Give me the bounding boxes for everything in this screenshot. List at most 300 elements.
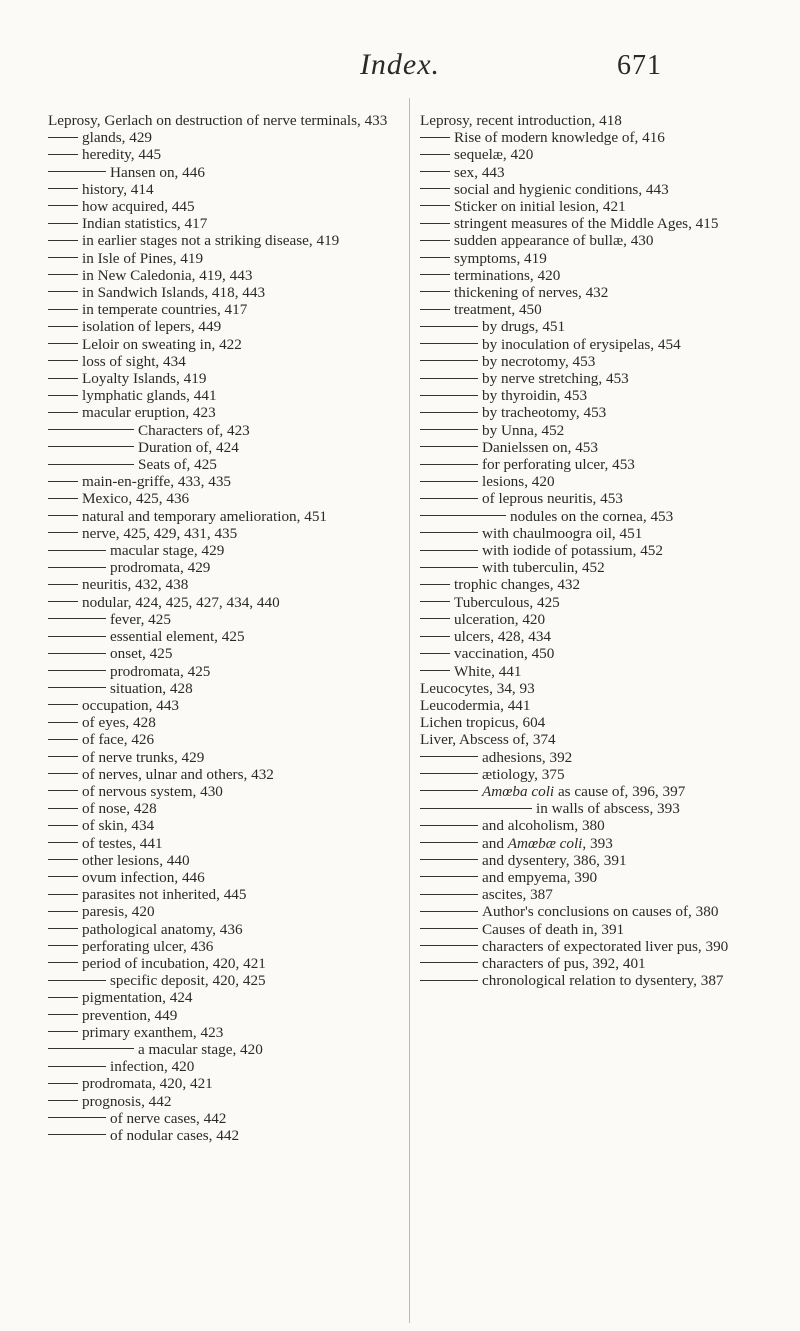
index-entry-text: neuritis, 432, 438 [82, 576, 189, 594]
sub-entry-dash [48, 773, 78, 774]
sub-entry-dash [420, 911, 478, 912]
index-entry [420, 921, 768, 938]
sub-entry-dash [48, 1031, 78, 1032]
index-entry [420, 835, 768, 852]
index-entry [48, 663, 396, 680]
index-entry-text: infection, 420 [110, 1058, 195, 1076]
index-entry-text: Rise of modern knowledge of, 416 [454, 129, 665, 147]
index-entry [420, 301, 768, 318]
index-entry-text: Tuberculous, 425 [454, 593, 560, 611]
index-entry [48, 594, 396, 611]
index-entry-italic: Amœbæ coli [507, 834, 583, 852]
index-entry-text: adhesions, 392 [482, 748, 573, 766]
index-entry [420, 439, 768, 456]
column-divider [409, 98, 410, 1323]
index-entry [420, 817, 768, 834]
sub-entry-dash [420, 928, 478, 929]
index-entry [420, 508, 768, 525]
index-entry [420, 250, 768, 267]
index-entry [48, 387, 396, 404]
index-entry [48, 370, 396, 387]
index-entry [48, 800, 396, 817]
sub-entry-dash [48, 429, 134, 430]
index-entry [48, 886, 396, 903]
index-entry-text: and alcoholism, 380 [482, 817, 605, 835]
index-entry [48, 989, 396, 1006]
index-entry [420, 387, 768, 404]
sub-entry-dash [48, 704, 78, 705]
index-entry-text: Characters of, 423 [138, 421, 250, 439]
index-entry [420, 749, 768, 766]
index-entry [420, 800, 768, 817]
index-entry [420, 852, 768, 869]
index-entry [48, 817, 396, 834]
index-entry-text: of nerve trunks, 429 [82, 748, 205, 766]
index-entry-text: glands, 429 [82, 129, 153, 147]
sub-entry-dash [48, 997, 78, 998]
sub-entry-dash [48, 859, 78, 860]
index-entry-text: nodules on the cornea, 453 [510, 507, 674, 525]
index-entry [48, 129, 396, 146]
index-entry-text: Hansen on, 446 [110, 163, 205, 181]
sub-entry-dash [420, 412, 478, 413]
sub-entry-dash [420, 274, 450, 275]
index-entry-text: in Isle of Pines, 419 [82, 249, 204, 267]
index-entry [48, 267, 396, 284]
index-entry-text: of eyes, 428 [82, 714, 156, 732]
index-entry [420, 215, 768, 232]
sub-entry-dash [420, 188, 450, 189]
sub-entry-dash [420, 550, 478, 551]
sub-entry-dash [48, 962, 78, 963]
index-entry-text: White, 441 [454, 662, 522, 680]
sub-entry-dash [48, 687, 106, 688]
index-entry-text: sudden appearance of bullæ, 430 [454, 232, 654, 250]
index-entry-text: with iodide of potassium, 452 [482, 542, 663, 560]
index-entry [48, 112, 396, 129]
sub-entry-dash [48, 498, 78, 499]
sub-entry-dash [420, 343, 478, 344]
index-entry-text: period of incubation, 420, 421 [82, 954, 266, 972]
index-entry-text: Seats of, 425 [138, 456, 217, 474]
sub-entry-dash [420, 636, 450, 637]
index-entry [420, 576, 768, 593]
index-entry-text: ovum infection, 446 [82, 868, 205, 886]
index-entry-text: ulceration, 420 [454, 610, 546, 628]
sub-entry-dash [48, 739, 78, 740]
index-entry-text: Mexico, 425, 436 [82, 490, 190, 508]
sub-entry-dash [48, 1117, 106, 1118]
index-entry [48, 508, 396, 525]
index-column-right [420, 112, 768, 989]
index-entry-text: Leucodermia, 441 [420, 696, 531, 714]
index-entry [48, 903, 396, 920]
sub-entry-dash [48, 756, 78, 757]
index-entry-text: by tracheotomy, 453 [482, 404, 607, 422]
index-entry-text: loss of sight, 434 [82, 352, 186, 370]
sub-entry-dash [420, 825, 478, 826]
sub-entry-dash [420, 154, 450, 155]
index-entry [48, 353, 396, 370]
sub-entry-dash [48, 1134, 106, 1135]
index-entry-text: Duration of, 424 [138, 438, 239, 456]
index-entry-text: sex, 443 [454, 163, 505, 181]
index-entry-text: ulcers, 428, 434 [454, 628, 552, 646]
index-entry-text: Liver, Abscess of, 374 [420, 731, 556, 749]
sub-entry-dash [420, 395, 478, 396]
index-entry [48, 284, 396, 301]
index-entry-text: other lesions, 440 [82, 851, 190, 869]
sub-entry-dash [48, 309, 78, 310]
index-entry-text: trophic changes, 432 [454, 576, 581, 594]
sub-entry-dash [48, 567, 106, 568]
index-entry-text: natural and temporary amelioration, 451 [82, 507, 328, 525]
index-entry-text: of nerves, ulnar and others, 432 [82, 765, 274, 783]
sub-entry-dash [48, 240, 78, 241]
index-entry [48, 198, 396, 215]
index-entry-text: ascites, 387 [482, 886, 553, 904]
index-entry [420, 869, 768, 886]
sub-entry-dash [420, 498, 478, 499]
index-entry [48, 1007, 396, 1024]
index-entry [48, 1024, 396, 1041]
index-entry-text: symptoms, 419 [454, 249, 547, 267]
index-entry [420, 336, 768, 353]
sub-entry-dash [48, 636, 106, 637]
index-entry [48, 318, 396, 335]
index-entry [48, 1093, 396, 1110]
index-entry-text: characters of expectorated liver pus, 390 [482, 937, 729, 955]
index-entry-text: of nervous system, 430 [82, 782, 223, 800]
index-entry-text: by thyroidin, 453 [482, 387, 588, 405]
index-entry [420, 164, 768, 181]
sub-entry-dash [48, 171, 106, 172]
index-entry [420, 938, 768, 955]
sub-entry-dash [48, 601, 78, 602]
sub-entry-dash [420, 962, 478, 963]
sub-entry-dash [420, 515, 506, 516]
index-entry [48, 301, 396, 318]
index-entry [420, 972, 768, 989]
index-entry-text: prodromata, 429 [110, 559, 211, 577]
index-entry-text: primary exanthem, 423 [82, 1023, 224, 1041]
sub-entry-dash [48, 532, 78, 533]
index-entry [48, 645, 396, 662]
index-entry [48, 1075, 396, 1092]
sub-entry-dash [48, 154, 78, 155]
index-entry-text: sequelæ, 420 [454, 146, 534, 164]
index-entry-text: paresis, 420 [82, 903, 155, 921]
index-entry-text: macular stage, 429 [110, 542, 225, 560]
sub-entry-dash [420, 326, 478, 327]
sub-entry-dash [48, 876, 78, 877]
index-entry [48, 232, 396, 249]
index-entry-text: in earlier stages not a striking disease, 419 [82, 232, 340, 250]
index-entry [48, 250, 396, 267]
sub-entry-dash [420, 205, 450, 206]
index-entry [48, 1058, 396, 1075]
index-entry-text: stringent measures of the Middle Ages, 415 [454, 215, 719, 233]
index-entry-text: with chaulmoogra oil, 451 [482, 524, 643, 542]
index-entry-text: specific deposit, 420, 425 [110, 972, 266, 990]
sub-entry-dash [48, 395, 78, 396]
sub-entry-dash [48, 188, 78, 189]
sub-entry-dash [48, 257, 78, 258]
index-entry [48, 731, 396, 748]
index-entry-text: history, 414 [82, 180, 154, 198]
index-entry [420, 370, 768, 387]
sub-entry-dash [420, 773, 478, 774]
sub-entry-dash [420, 446, 478, 447]
index-entry-text: situation, 428 [110, 679, 193, 697]
index-entry-text: how acquired, 445 [82, 198, 195, 216]
sub-entry-dash [420, 980, 478, 981]
sub-entry-dash [48, 274, 78, 275]
index-entry [420, 456, 768, 473]
index-entry-text: lesions, 420 [482, 473, 555, 491]
sub-entry-dash [48, 223, 78, 224]
index-entry [48, 525, 396, 542]
index-entry-text: prognosis, 442 [82, 1092, 172, 1110]
index-entry-text: nerve, 425, 429, 431, 435 [82, 524, 238, 542]
index-entry-text: Sticker on initial lesion, 421 [454, 198, 626, 216]
sub-entry-dash [420, 481, 478, 482]
index-entry [48, 456, 396, 473]
index-entry [420, 903, 768, 920]
sub-entry-dash [48, 481, 78, 482]
index-entry-text: social and hygienic conditions, 443 [454, 180, 669, 198]
index-column-left [48, 112, 396, 1144]
page-header-title: Index. [359, 48, 441, 81]
sub-entry-dash [420, 567, 478, 568]
index-entry-text: treatment, 450 [454, 301, 542, 319]
index-entry [48, 490, 396, 507]
sub-entry-dash [420, 945, 478, 946]
index-entry [48, 1127, 396, 1144]
index-entry-text: of skin, 434 [82, 817, 155, 835]
sub-entry-dash [48, 825, 78, 826]
index-entry [420, 112, 768, 129]
index-entry [48, 869, 396, 886]
index-entry [420, 731, 768, 748]
index-entry-text: Leloir on sweating in, 422 [82, 335, 242, 353]
page-number: 671 [617, 50, 662, 81]
index-entry [48, 697, 396, 714]
index-entry [420, 129, 768, 146]
index-entry-text: by drugs, 451 [482, 318, 566, 336]
index-entry-text: in temperate countries, 417 [82, 301, 248, 319]
sub-entry-dash [48, 205, 78, 206]
index-entry [48, 439, 396, 456]
sub-entry-dash [420, 859, 478, 860]
sub-entry-dash [420, 618, 450, 619]
index-entry [48, 783, 396, 800]
index-entry-text: isolation of lepers, 449 [82, 318, 222, 336]
index-entry [420, 404, 768, 421]
index-entry [48, 422, 396, 439]
index-entry [420, 353, 768, 370]
index-entry-text: Danielssen on, 453 [482, 438, 598, 456]
index-entry-text: occupation, 443 [82, 696, 180, 714]
sub-entry-dash [48, 412, 78, 413]
index-entry [48, 164, 396, 181]
index-entry-text: onset, 425 [110, 645, 173, 663]
index-entry-text: chronological relation to dysentery, 387 [482, 972, 724, 990]
sub-entry-dash [48, 1014, 78, 1015]
index-entry [48, 215, 396, 232]
sub-entry-dash [420, 360, 478, 361]
index-entry [420, 267, 768, 284]
index-entry-text: Author's conclusions on causes of, 380 [482, 903, 719, 921]
index-entry [48, 938, 396, 955]
index-entry-text: of leprous neuritis, 453 [482, 490, 623, 508]
sub-entry-dash [48, 618, 106, 619]
index-entry-text: for perforating ulcer, 453 [482, 456, 635, 474]
sub-entry-dash [420, 601, 450, 602]
sub-entry-dash [420, 429, 478, 430]
index-entry-italic: Amœba coli [482, 782, 555, 800]
sub-entry-dash [420, 223, 450, 224]
index-entry-text: prodromata, 420, 421 [82, 1075, 213, 1093]
sub-entry-dash [420, 790, 478, 791]
index-entry [420, 198, 768, 215]
index-entry-text: of nose, 428 [82, 800, 157, 818]
sub-entry-dash [48, 1083, 78, 1084]
index-entry [48, 473, 396, 490]
sub-entry-dash [420, 137, 450, 138]
index-entry [420, 766, 768, 783]
index-entry [420, 232, 768, 249]
sub-entry-dash [48, 894, 78, 895]
sub-entry-dash [48, 378, 78, 379]
index-entry-text: Leprosy, Gerlach on destruction of nerve terminals, 433 [48, 112, 388, 129]
sub-entry-dash [48, 137, 78, 138]
sub-entry-dash [420, 808, 532, 809]
index-entry-text: in New Caledonia, 419, 443 [82, 266, 253, 284]
sub-entry-dash [48, 1048, 134, 1049]
index-entry-text: perforating ulcer, 436 [82, 937, 214, 955]
sub-entry-dash [420, 756, 478, 757]
index-entry [48, 749, 396, 766]
index-entry-text: with tuberculin, 452 [482, 559, 605, 577]
sub-entry-dash [48, 670, 106, 671]
index-entry [48, 559, 396, 576]
index-entry [420, 697, 768, 714]
index-entry-text: pigmentation, 424 [82, 989, 193, 1007]
index-entry-text: by Unna, 452 [482, 421, 565, 439]
index-entry [420, 284, 768, 301]
index-entry [48, 1041, 396, 1058]
index-entry-text: heredity, 445 [82, 146, 162, 164]
index-entry-text: by nerve stretching, 453 [482, 370, 629, 388]
sub-entry-dash [420, 240, 450, 241]
index-entry [48, 680, 396, 697]
sub-entry-dash [420, 378, 478, 379]
index-entry-text: characters of pus, 392, 401 [482, 954, 646, 972]
sub-entry-dash [48, 790, 78, 791]
sub-entry-dash [48, 1100, 78, 1101]
sub-entry-dash [48, 808, 78, 809]
index-entry-text: fever, 425 [110, 610, 171, 628]
index-entry-text: Leucocytes, 34, 93 [420, 679, 535, 697]
index-entry-text: , 393 [582, 834, 613, 852]
index-entry-text: in walls of abscess, 393 [536, 800, 680, 818]
index-entry-text: Indian statistics, 417 [82, 215, 208, 233]
index-entry-text: and dysentery, 386, 391 [482, 851, 627, 869]
index-entry-text: and [482, 834, 508, 852]
index-entry [48, 714, 396, 731]
index-entry-text: prodromata, 425 [110, 662, 211, 680]
index-entry-text: as cause of, 396, 397 [554, 782, 686, 800]
index-entry-text: lymphatic glands, 441 [82, 387, 217, 405]
index-entry [48, 921, 396, 938]
sub-entry-dash [420, 309, 450, 310]
index-entry-text: macular eruption, 423 [82, 404, 216, 422]
index-entry-text: of face, 426 [82, 731, 155, 749]
index-entry-text: and empyema, 390 [482, 868, 598, 886]
index-entry [420, 645, 768, 662]
index-entry-text: a macular stage, 420 [138, 1040, 263, 1058]
sub-entry-dash [420, 532, 478, 533]
sub-entry-dash [48, 1066, 106, 1067]
index-entry-text: parasites not inherited, 445 [82, 886, 247, 904]
index-entry [420, 490, 768, 507]
index-entry-text: Causes of death in, 391 [482, 920, 625, 938]
index-entry-text: vaccination, 450 [454, 645, 555, 663]
index-entry [420, 422, 768, 439]
sub-entry-dash [420, 464, 478, 465]
index-entry [420, 525, 768, 542]
sub-entry-dash [48, 343, 78, 344]
index-entry-text: ætiology, 375 [482, 765, 565, 783]
index-entry [420, 181, 768, 198]
index-entry [48, 972, 396, 989]
sub-entry-dash [420, 653, 450, 654]
index-entry-text: terminations, 420 [454, 266, 561, 284]
index-entry [420, 886, 768, 903]
index-entry-text: by necrotomy, 453 [482, 352, 596, 370]
sub-entry-dash [48, 842, 78, 843]
index-entry [48, 146, 396, 163]
index-entry [420, 611, 768, 628]
index-entry-text: Lichen tropicus, 604 [420, 714, 546, 732]
index-entry [48, 955, 396, 972]
sub-entry-dash [48, 291, 78, 292]
index-entry-text: thickening of nerves, 432 [454, 284, 609, 302]
sub-entry-dash [420, 876, 478, 877]
index-entry-text: nodular, 424, 425, 427, 434, 440 [82, 593, 280, 611]
index-entry [420, 542, 768, 559]
sub-entry-dash [420, 171, 450, 172]
index-entry [420, 663, 768, 680]
index-entry [420, 318, 768, 335]
index-entry [48, 542, 396, 559]
sub-entry-dash [48, 326, 78, 327]
sub-entry-dash [48, 446, 134, 447]
index-entry-text: of nerve cases, 442 [110, 1109, 227, 1127]
index-entry [48, 835, 396, 852]
sub-entry-dash [420, 670, 450, 671]
index-entry [48, 576, 396, 593]
index-entry [420, 594, 768, 611]
index-entry-text: main-en-griffe, 433, 435 [82, 473, 232, 491]
index-entry [420, 628, 768, 645]
index-entry [420, 955, 768, 972]
sub-entry-dash [420, 894, 478, 895]
index-entry [420, 473, 768, 490]
sub-entry-dash [48, 911, 78, 912]
index-entry [48, 404, 396, 421]
